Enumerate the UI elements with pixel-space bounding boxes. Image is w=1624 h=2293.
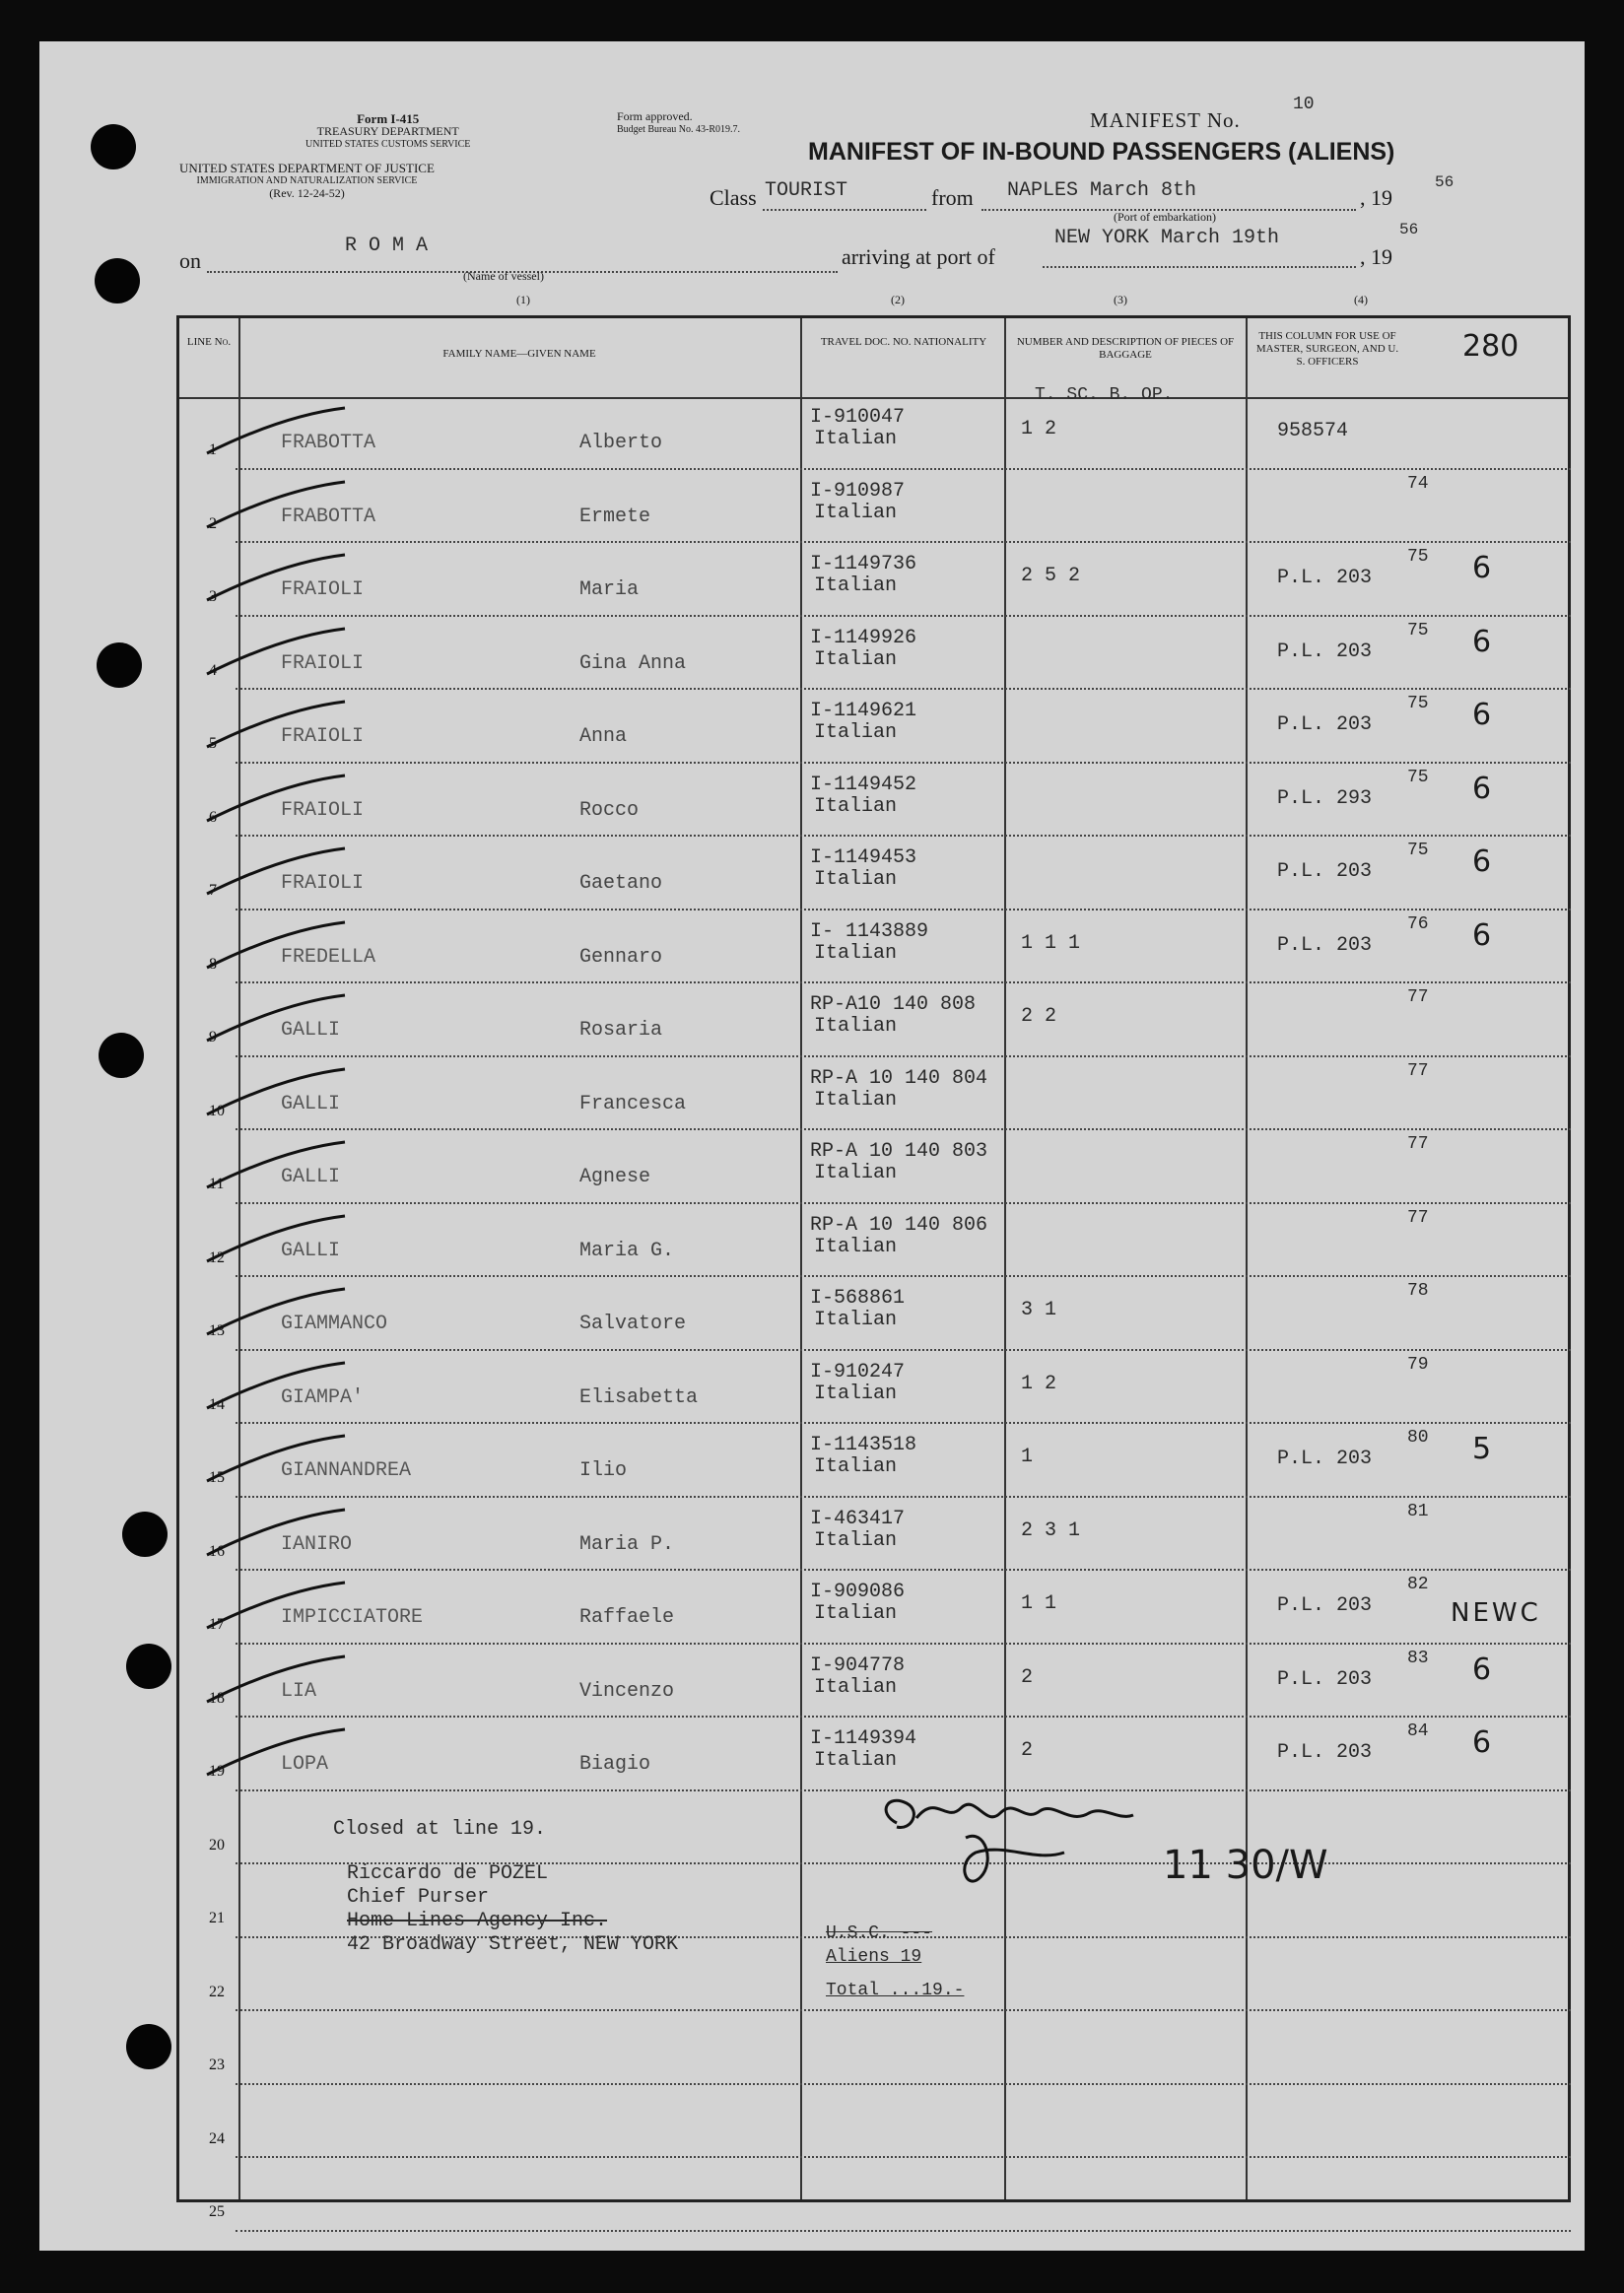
baggage-count: 1 2	[1021, 418, 1057, 440]
officer-entry: P.L. 203	[1277, 567, 1373, 589]
col-baggage: NUMBER AND DESCRIPTION OF PIECES OF BAGGAGE	[1016, 336, 1235, 361]
year-from: 56	[1435, 173, 1455, 191]
total-count: Total ...19.-	[826, 1981, 965, 2000]
punch-hole	[126, 2024, 171, 2069]
handwritten-mark: 6	[1472, 1725, 1492, 1760]
nationality: Italian	[814, 1455, 898, 1478]
line-sequence: 83	[1407, 1648, 1429, 1668]
travel-doc-number: I-1149926	[810, 626, 917, 649]
officer-entry: P.L. 203	[1277, 1594, 1373, 1617]
from-label: from	[931, 185, 974, 210]
given-name: Alberto	[579, 432, 663, 454]
family-name: IMPICCIATORE	[281, 1606, 424, 1629]
table-row	[0, 615, 1624, 689]
handwritten-mark: 6	[1472, 844, 1492, 879]
table-row	[0, 909, 1624, 982]
check-mark	[197, 698, 355, 757]
closed-note: Closed at line 19.	[333, 1818, 547, 1841]
table-row	[0, 1202, 1624, 1276]
agency-name: Home Lines Agency Inc.	[347, 1910, 608, 1932]
check-mark	[197, 991, 355, 1050]
check-mark	[197, 478, 355, 537]
line-number: 23	[209, 2057, 225, 2073]
family-name: GIAMMANCO	[281, 1313, 388, 1335]
class-value: TOURIST	[765, 179, 848, 202]
handwritten-mark: 6	[1472, 698, 1492, 732]
arriving-value: NEW YORK March 19th	[1054, 227, 1280, 249]
given-name: Maria	[579, 578, 640, 601]
family-name: FRAIOLI	[281, 872, 365, 895]
family-name: FREDELLA	[281, 945, 376, 969]
baggage-count: 2	[1021, 1739, 1034, 1762]
check-mark	[197, 918, 355, 978]
handwritten-time: 11 30/W	[1163, 1843, 1328, 1888]
nationality: Italian	[814, 428, 898, 450]
table-row	[0, 688, 1624, 762]
line-sequence: 75	[1407, 841, 1429, 860]
given-name: Agnese	[579, 1166, 651, 1188]
approval-block	[617, 110, 740, 136]
given-name: Gina Anna	[579, 651, 687, 675]
nationality: Italian	[814, 941, 898, 965]
form-number: Form I-415	[357, 111, 420, 126]
column-number-1: (1)	[516, 293, 530, 306]
line-number: 12	[209, 1248, 225, 1266]
given-name: Rocco	[579, 798, 640, 822]
travel-doc-number: RP-A 10 140 806	[810, 1213, 988, 1237]
check-mark	[197, 551, 355, 610]
line-number: 11	[209, 1176, 225, 1192]
check-mark	[197, 1065, 355, 1124]
table-row	[0, 981, 1624, 1055]
handwritten-mark: 5	[1472, 1432, 1492, 1466]
given-name: Ilio	[579, 1459, 628, 1482]
given-name: Maria G.	[579, 1239, 675, 1262]
travel-doc-number: I-568861	[810, 1287, 906, 1310]
officer-entry: P.L. 203	[1277, 1741, 1373, 1764]
given-name: Rosaria	[579, 1019, 663, 1042]
baggage-count: 3 1	[1021, 1299, 1057, 1321]
treasury-dept: TREASURY DEPARTMENT	[316, 124, 459, 138]
line-number: 10	[209, 1102, 225, 1119]
purser-name: Riccardo de POZEL	[347, 1862, 549, 1885]
given-name: Raffaele	[579, 1606, 675, 1629]
vessel-note: (Name of vessel)	[463, 269, 544, 283]
check-mark	[197, 1506, 355, 1565]
baggage-count: 2	[1021, 1665, 1034, 1689]
officer-entry: P.L. 293	[1277, 786, 1373, 810]
family-name: GALLI	[281, 1019, 341, 1042]
line-sequence: 77	[1407, 987, 1429, 1007]
table-row	[0, 835, 1624, 909]
col-travel-doc: TRAVEL DOC. NO. NATIONALITY	[820, 336, 987, 348]
officer-entry: 958574	[1277, 420, 1349, 442]
baggage-count: 1 1 1	[1021, 931, 1081, 955]
nationality: Italian	[814, 794, 898, 818]
handwritten-mark: 6	[1472, 1652, 1492, 1687]
line-sequence: 82	[1407, 1575, 1429, 1594]
family-name: FRAIOLI	[281, 798, 365, 822]
line-sequence: 78	[1407, 1281, 1429, 1301]
handwritten-mark: 6	[1472, 624, 1492, 659]
check-mark	[197, 1579, 355, 1638]
travel-doc-number: I-910987	[810, 479, 906, 503]
travel-doc-number: I-1149736	[810, 553, 917, 575]
travel-doc-number: I-1149394	[810, 1727, 917, 1750]
family-name: GIANNANDREA	[281, 1459, 412, 1482]
officer-entry: P.L. 203	[1277, 1448, 1373, 1470]
check-mark	[197, 844, 355, 904]
baggage-count: 2 2	[1021, 1005, 1057, 1028]
travel-doc-number: RP-A 10 140 804	[810, 1066, 988, 1090]
family-name: IANIRO	[281, 1532, 353, 1556]
given-name: Ermete	[579, 505, 651, 528]
baggage-count: 1 1	[1021, 1592, 1057, 1615]
officer-entry: P.L. 203	[1277, 713, 1373, 736]
nationality: Italian	[814, 647, 898, 671]
check-mark	[197, 1138, 355, 1197]
nationality: Italian	[814, 1602, 898, 1625]
nationality: Italian	[814, 1015, 898, 1038]
check-mark	[197, 772, 355, 831]
line-number: 7	[209, 882, 217, 899]
officer-entry: P.L. 203	[1277, 1667, 1373, 1691]
column-number-3: (3)	[1114, 293, 1127, 306]
year-prefix-1: , 19	[1360, 185, 1392, 210]
given-name: Francesca	[579, 1092, 687, 1115]
form-approved: Form approved.	[617, 109, 693, 123]
aliens-count: Aliens 19	[826, 1947, 922, 1967]
line-sequence: 77	[1407, 1060, 1429, 1081]
table-row	[0, 1275, 1624, 1349]
line-sequence: 79	[1407, 1354, 1429, 1375]
punch-hole	[95, 258, 140, 303]
line-sequence: 74	[1407, 473, 1429, 494]
nationality: Italian	[814, 868, 898, 891]
travel-doc-number: I-1149452	[810, 773, 917, 796]
line-sequence: 75	[1407, 767, 1429, 787]
line-number: 15	[209, 1469, 225, 1486]
travel-doc-number: I-910047	[810, 406, 906, 429]
officer-entry: P.L. 203	[1277, 860, 1373, 883]
table-row	[0, 1422, 1624, 1496]
handwritten-mark: 6	[1472, 917, 1492, 953]
family-name: GIAMPA'	[281, 1385, 365, 1409]
table-row	[0, 541, 1624, 615]
nationality: Italian	[814, 1675, 898, 1699]
table-row	[0, 1643, 1624, 1717]
travel-doc-number: I-1149621	[810, 700, 917, 722]
travel-doc-number: RP-A 10 140 803	[810, 1140, 988, 1163]
line-number: 13	[209, 1322, 225, 1339]
manifest-title: MANIFEST OF IN-BOUND PASSENGERS (ALIENS)	[808, 138, 1395, 166]
line-number: 4	[209, 661, 217, 679]
travel-doc-number: I-1143518	[810, 1434, 917, 1456]
table-row	[0, 1496, 1624, 1570]
given-name: Elisabetta	[579, 1385, 699, 1409]
table-row	[0, 1055, 1624, 1129]
year-prefix-2: , 19	[1360, 244, 1392, 269]
travel-doc-number: I-1149453	[810, 846, 917, 869]
page-number: 280	[1462, 329, 1520, 364]
budget-bureau: Budget Bureau No. 43-R019.7.	[617, 124, 740, 135]
manifest-no-label: MANIFEST No.	[1090, 108, 1241, 132]
check-mark	[197, 1212, 355, 1271]
check-mark	[197, 1652, 355, 1712]
nationality: Italian	[814, 1528, 898, 1552]
manifest-no-value: 10	[1293, 95, 1315, 114]
line-number: 1	[209, 441, 217, 458]
table-row	[0, 394, 1624, 468]
check-mark	[197, 404, 355, 463]
revision: (Rev. 12-24-52)	[269, 186, 345, 200]
col-line-no: LINE No.	[186, 336, 232, 348]
nationality: Italian	[814, 1235, 898, 1258]
travel-doc-number: I-904778	[810, 1653, 906, 1677]
nationality: Italian	[814, 1749, 898, 1772]
line-number: 8	[209, 955, 217, 973]
family-name: FRAIOLI	[281, 725, 365, 748]
line-number: 19	[209, 1763, 225, 1780]
purser-title: Chief Purser	[347, 1886, 490, 1909]
nationality: Italian	[814, 721, 898, 744]
class-label: Class	[710, 185, 757, 210]
line-number: 18	[209, 1689, 225, 1707]
family-name: LIA	[281, 1679, 317, 1703]
line-number: 6	[209, 808, 217, 826]
arriving-label: arriving at port of	[842, 244, 995, 269]
column-number-2: (2)	[891, 293, 905, 306]
given-name: Biagio	[579, 1753, 651, 1776]
line-number: 5	[209, 735, 217, 752]
line-sequence: 76	[1407, 913, 1429, 934]
customs-service: UNITED STATES CUSTOMS SERVICE	[305, 139, 471, 150]
family-name: FRAIOLI	[281, 651, 365, 675]
line-sequence: 84	[1407, 1721, 1429, 1741]
nationality: Italian	[814, 574, 898, 597]
line-sequence: 77	[1407, 1134, 1429, 1154]
table-row	[0, 1569, 1624, 1643]
check-mark	[197, 1359, 355, 1418]
col-officers: THIS COLUMN FOR USE OF MASTER, SURGEON, AND U. S. OFFICERS	[1255, 330, 1399, 368]
handwritten-mark: 6	[1472, 771, 1492, 806]
agency-address: 42 Broadway Street, NEW YORK	[347, 1933, 679, 1956]
family-name: FRABOTTA	[281, 432, 376, 454]
check-mark	[197, 1725, 355, 1785]
line-number: 21	[209, 1910, 225, 1926]
handwritten-newc: NEWC	[1451, 1598, 1541, 1628]
given-name: Gennaro	[579, 945, 663, 969]
baggage-count: 1	[1021, 1446, 1034, 1468]
family-name: GALLI	[281, 1166, 341, 1188]
nationality: Italian	[814, 1309, 898, 1331]
given-name: Salvatore	[579, 1313, 687, 1335]
officer-entry: P.L. 203	[1277, 640, 1373, 663]
family-name: GALLI	[281, 1092, 341, 1115]
baggage-count: 2 3 1	[1021, 1518, 1081, 1542]
table-row	[0, 468, 1624, 542]
baggage-count: 1 2	[1021, 1372, 1057, 1395]
nationality: Italian	[814, 501, 898, 524]
family-name: GALLI	[281, 1239, 341, 1262]
line-number: 20	[209, 1836, 225, 1854]
officer-signature	[867, 1784, 1163, 1912]
check-mark	[197, 1432, 355, 1491]
on-label: on	[179, 248, 201, 273]
treasury-block	[305, 112, 470, 151]
line-sequence: 75	[1407, 694, 1429, 713]
line-number: 17	[209, 1616, 225, 1633]
table-row	[0, 1716, 1624, 1789]
line-sequence: 81	[1407, 1501, 1429, 1521]
line-number: 22	[209, 1983, 225, 2000]
travel-doc-number: I- 1143889	[810, 919, 929, 943]
travel-doc-number: I-910247	[810, 1360, 906, 1383]
line-sequence: 80	[1407, 1428, 1429, 1448]
col-name: FAMILY NAME—GIVEN NAME	[442, 348, 596, 360]
line-number: 25	[209, 2203, 225, 2220]
table-row	[0, 762, 1624, 836]
travel-doc-number: I-463417	[810, 1507, 906, 1530]
line-number: 14	[209, 1395, 225, 1413]
vessel-name: R O M A	[345, 235, 429, 257]
travel-doc-number: I-909086	[810, 1581, 906, 1603]
officer-entry: P.L. 203	[1277, 933, 1373, 957]
given-name: Maria P.	[579, 1532, 675, 1556]
justice-dept: UNITED STATES DEPARTMENT OF JUSTICE	[179, 161, 435, 175]
line-number: 9	[209, 1029, 217, 1045]
ins-service: IMMIGRATION AND NATURALIZATION SERVICE	[196, 175, 418, 186]
given-name: Gaetano	[579, 872, 663, 895]
travel-doc-number: RP-A10 140 808	[810, 993, 977, 1016]
from-value: NAPLES March 8th	[1007, 179, 1197, 202]
us-citizens-count: U.S.C. ---	[826, 1923, 933, 1943]
check-mark	[197, 1285, 355, 1344]
line-sequence: 75	[1407, 547, 1429, 567]
port-embark-note: (Port of embarkation)	[1114, 210, 1216, 224]
family-name: LOPA	[281, 1753, 329, 1776]
handwritten-mark: 6	[1472, 551, 1492, 585]
line-number: 24	[209, 2129, 225, 2147]
line-number: 3	[209, 588, 217, 605]
given-name: Anna	[579, 725, 628, 748]
column-number-4: (4)	[1354, 293, 1368, 306]
justice-block	[179, 162, 435, 200]
punch-hole	[91, 124, 136, 169]
nationality: Italian	[814, 1382, 898, 1405]
table-row	[0, 1349, 1624, 1423]
baggage-count: 2 5 2	[1021, 565, 1081, 587]
check-mark	[197, 625, 355, 684]
line-number: 2	[209, 514, 217, 532]
nationality: Italian	[814, 1088, 898, 1112]
year-arrive: 56	[1399, 221, 1419, 238]
given-name: Vincenzo	[579, 1679, 675, 1703]
nationality: Italian	[814, 1162, 898, 1184]
line-sequence: 75	[1407, 620, 1429, 641]
table-row	[0, 1128, 1624, 1202]
family-name: FRABOTTA	[281, 505, 376, 528]
line-number: 16	[209, 1542, 225, 1560]
line-sequence: 77	[1407, 1207, 1429, 1228]
baggage-subheader: T. SC. B. OP.	[1035, 385, 1174, 405]
family-name: FRAIOLI	[281, 578, 365, 601]
